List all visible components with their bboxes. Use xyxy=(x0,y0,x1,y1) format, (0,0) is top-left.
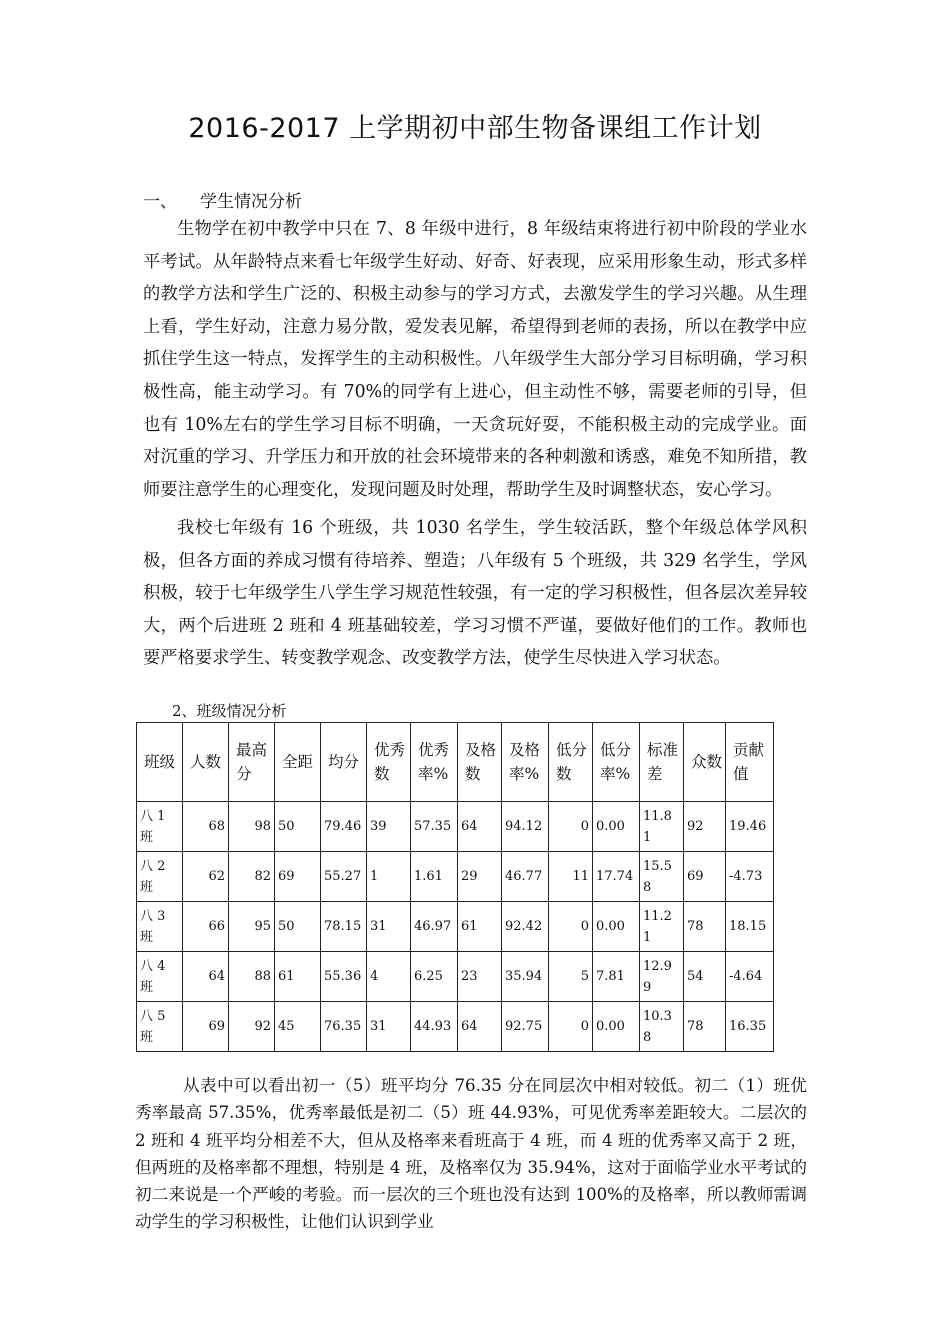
class-statistics-table xyxy=(136,722,774,1052)
header-text: 均分 xyxy=(328,753,360,771)
table-row xyxy=(137,802,774,852)
table-cell: 1 xyxy=(367,852,411,902)
table-cell: 0 xyxy=(549,902,593,952)
table-cell: 31 xyxy=(367,902,411,952)
table-cell: 54 xyxy=(684,952,726,1002)
table-header-cell xyxy=(183,723,229,802)
table-header-cell xyxy=(367,723,411,802)
table-cell: 69 xyxy=(275,852,321,902)
header-text: 人数 xyxy=(190,753,222,771)
table-cell: 92.42 xyxy=(502,902,549,952)
table-cell: 0 xyxy=(549,1002,593,1052)
table-row xyxy=(137,1002,774,1052)
table-cell: 17.74 xyxy=(593,852,640,902)
table-header-cell xyxy=(502,723,549,802)
table-cell: 23 xyxy=(458,952,502,1002)
table-body xyxy=(137,802,774,1052)
table-cell: 69 xyxy=(684,852,726,902)
table-cell: 66 xyxy=(183,902,229,952)
table-row xyxy=(137,852,774,902)
table-cell: 0.00 xyxy=(593,1002,640,1052)
table-row xyxy=(137,902,774,952)
table-row xyxy=(137,952,774,1002)
table-cell: 88 xyxy=(229,952,275,1002)
section-1-heading-text: 学生情况分析 xyxy=(200,192,302,212)
table-cell: 94.12 xyxy=(502,802,549,852)
table-cell: 78.15 xyxy=(321,902,367,952)
header-text: 优秀率% xyxy=(418,741,450,783)
table-header-row xyxy=(137,723,774,802)
table-cell: 八 3 班 xyxy=(137,902,183,952)
table-cell: 八 1 班 xyxy=(137,802,183,852)
section-1-heading xyxy=(143,187,302,212)
section-2-heading: 2、班级情况分析 xyxy=(172,702,287,720)
table-cell: 11.21 xyxy=(640,902,684,952)
table-cell: 64 xyxy=(458,1002,502,1052)
table-cell: 79.46 xyxy=(321,802,367,852)
table-cell: -4.64 xyxy=(726,952,774,1002)
table-header-cell xyxy=(640,723,684,802)
section-1-number: 一、 xyxy=(143,192,177,212)
table-cell: 44.93 xyxy=(411,1002,458,1052)
table-cell: 78 xyxy=(684,1002,726,1052)
table-cell: 11.81 xyxy=(640,802,684,852)
table-cell: 50 xyxy=(275,802,321,852)
table-cell: 45 xyxy=(275,1002,321,1052)
table-cell: 10.38 xyxy=(640,1002,684,1052)
table-cell: 15.58 xyxy=(640,852,684,902)
table-cell: 5 xyxy=(549,952,593,1002)
table-cell: 78 xyxy=(684,902,726,952)
table-cell: 11 xyxy=(549,852,593,902)
table-cell: 16.35 xyxy=(726,1002,774,1052)
table-cell: 61 xyxy=(275,952,321,1002)
student-analysis-paragraph-2: 我校七年级有 16 个班级，共 1030 名学生，学生较活跃，整个年级总体学风积极，但各方面的养成习惯有待培养、塑造；八年级有 5 个班级，共 329 名学生，学风积极，较于七年级学生八学生学习规范性较强，有一定的学习积极性，但各层次差异较大，两个后进班 2 班和 4 班基础较差，学习习惯不严谨，要做好他们的工作。教师也要严格要求学生、转变教学观念、改变教学方法，使学生尽快进入学习状态。 xyxy=(143,518,807,669)
table-cell: 57.35 xyxy=(411,802,458,852)
table-cell: 50 xyxy=(275,902,321,952)
table-header-cell xyxy=(137,723,183,802)
table-cell: 35.94 xyxy=(502,952,549,1002)
table-cell: 76.35 xyxy=(321,1002,367,1052)
table-cell: 31 xyxy=(367,1002,411,1052)
table-cell: 0.00 xyxy=(593,802,640,852)
table-cell: 46.97 xyxy=(411,902,458,952)
header-text: 全距 xyxy=(282,753,314,771)
table-cell: 69 xyxy=(183,1002,229,1052)
table-header-cell xyxy=(549,723,593,802)
table-cell: -4.73 xyxy=(726,852,774,902)
table-header-cell xyxy=(321,723,367,802)
table-header-cell xyxy=(684,723,726,802)
table-cell: 92 xyxy=(684,802,726,852)
table-cell: 八 4 班 xyxy=(137,952,183,1002)
table-cell: 92.75 xyxy=(502,1002,549,1052)
table-cell: 64 xyxy=(183,952,229,1002)
table-cell: 0 xyxy=(549,802,593,852)
table-cell: 68 xyxy=(183,802,229,852)
table-cell: 12.99 xyxy=(640,952,684,1002)
header-text: 标准差 xyxy=(647,741,679,783)
table-cell: 55.36 xyxy=(321,952,367,1002)
document-title: 2016-2017 上学期初中部生物备课组工作计划 xyxy=(188,113,762,144)
table-cell: 29 xyxy=(458,852,502,902)
table-cell: 八 2 班 xyxy=(137,852,183,902)
table-analysis-paragraph: 从表中可以看出初一（5）班平均分 76.35 分在同层次中相对较低。初二（1）班优秀率最高 57.35%，优秀率最低是初二（5）班 44.93%，可见优秀率差距较大。二层次的 2 班和 4 班平均分相差不大，但从及格率来看班高于 4 班，而 4 班的优秀率又高于 2 班，但两班的及格率都不理想，特别是 4 班，及格率仅为 35.94%，这对于面临学业水平考试的初二来说是一个严峻的考验。而一层次的三个班也没有达到 100%的及格率，所以教师需调动学生的学习积极性，让他们认识到学业 xyxy=(135,1076,807,1232)
table-cell: 98 xyxy=(229,802,275,852)
table-cell: 0.00 xyxy=(593,902,640,952)
table-cell: 95 xyxy=(229,902,275,952)
table-cell: 7.81 xyxy=(593,952,640,1002)
header-text: 最高分 xyxy=(236,741,268,783)
table-cell: 18.15 xyxy=(726,902,774,952)
header-text: 及格率% xyxy=(509,741,541,783)
table-header-cell xyxy=(229,723,275,802)
table-header-cell xyxy=(275,723,321,802)
table-header-cell xyxy=(593,723,640,802)
table-cell: 92 xyxy=(229,1002,275,1052)
header-text: 众数 xyxy=(691,753,723,771)
table-header-cell xyxy=(726,723,774,802)
header-text: 贡献值 xyxy=(733,741,765,783)
table-cell: 19.46 xyxy=(726,802,774,852)
table-cell: 64 xyxy=(458,802,502,852)
table-cell: 62 xyxy=(183,852,229,902)
header-text: 及格数 xyxy=(465,741,497,783)
table-header-cell xyxy=(458,723,502,802)
table-cell: 1.61 xyxy=(411,852,458,902)
header-text: 低分率% xyxy=(600,741,632,783)
table-header-cell xyxy=(411,723,458,802)
table-cell: 61 xyxy=(458,902,502,952)
table-cell: 39 xyxy=(367,802,411,852)
table-cell: 55.27 xyxy=(321,852,367,902)
table-cell: 八 5 班 xyxy=(137,1002,183,1052)
student-analysis-paragraph-1: 生物学在初中教学中只在 7、8 年级中进行，8 年级结束将进行初中阶段的学业水平考试。从年龄特点来看七年级学生好动、好奇、好表现，应采用形象生动，形式多样的教学方法和学生广泛的、积极主动参与的学习方式，去激发学生的学习兴趣。从生理上看，学生好动，注意力易分散，爱发表见解，希望得到老师的表扬，所以在教学中应抓住学生这一特点，发挥学生的主动积极性。八年级学生大部分学习目标明确，学习积极性高，能主动学习。有 70%的同学有上进心，但主动性不够，需要老师的引导，但也有 10%左右的学生学习目标不明确，一天贪玩好耍，不能积极主动的完成学业。面对沉重的学习、升学压力和开放的社会环境带来的各种刺激和诱惑，难免不知所措，教师要注意学生的心理变化，发现问题及时处理，帮助学生及时调整状态，安心学习。 xyxy=(143,219,807,500)
table-cell: 6.25 xyxy=(411,952,458,1002)
table-cell: 4 xyxy=(367,952,411,1002)
header-text: 低分数 xyxy=(556,741,588,783)
header-text: 优秀数 xyxy=(374,741,406,783)
header-text: 班级 xyxy=(144,753,176,771)
table-cell: 46.77 xyxy=(502,852,549,902)
table-cell: 82 xyxy=(229,852,275,902)
